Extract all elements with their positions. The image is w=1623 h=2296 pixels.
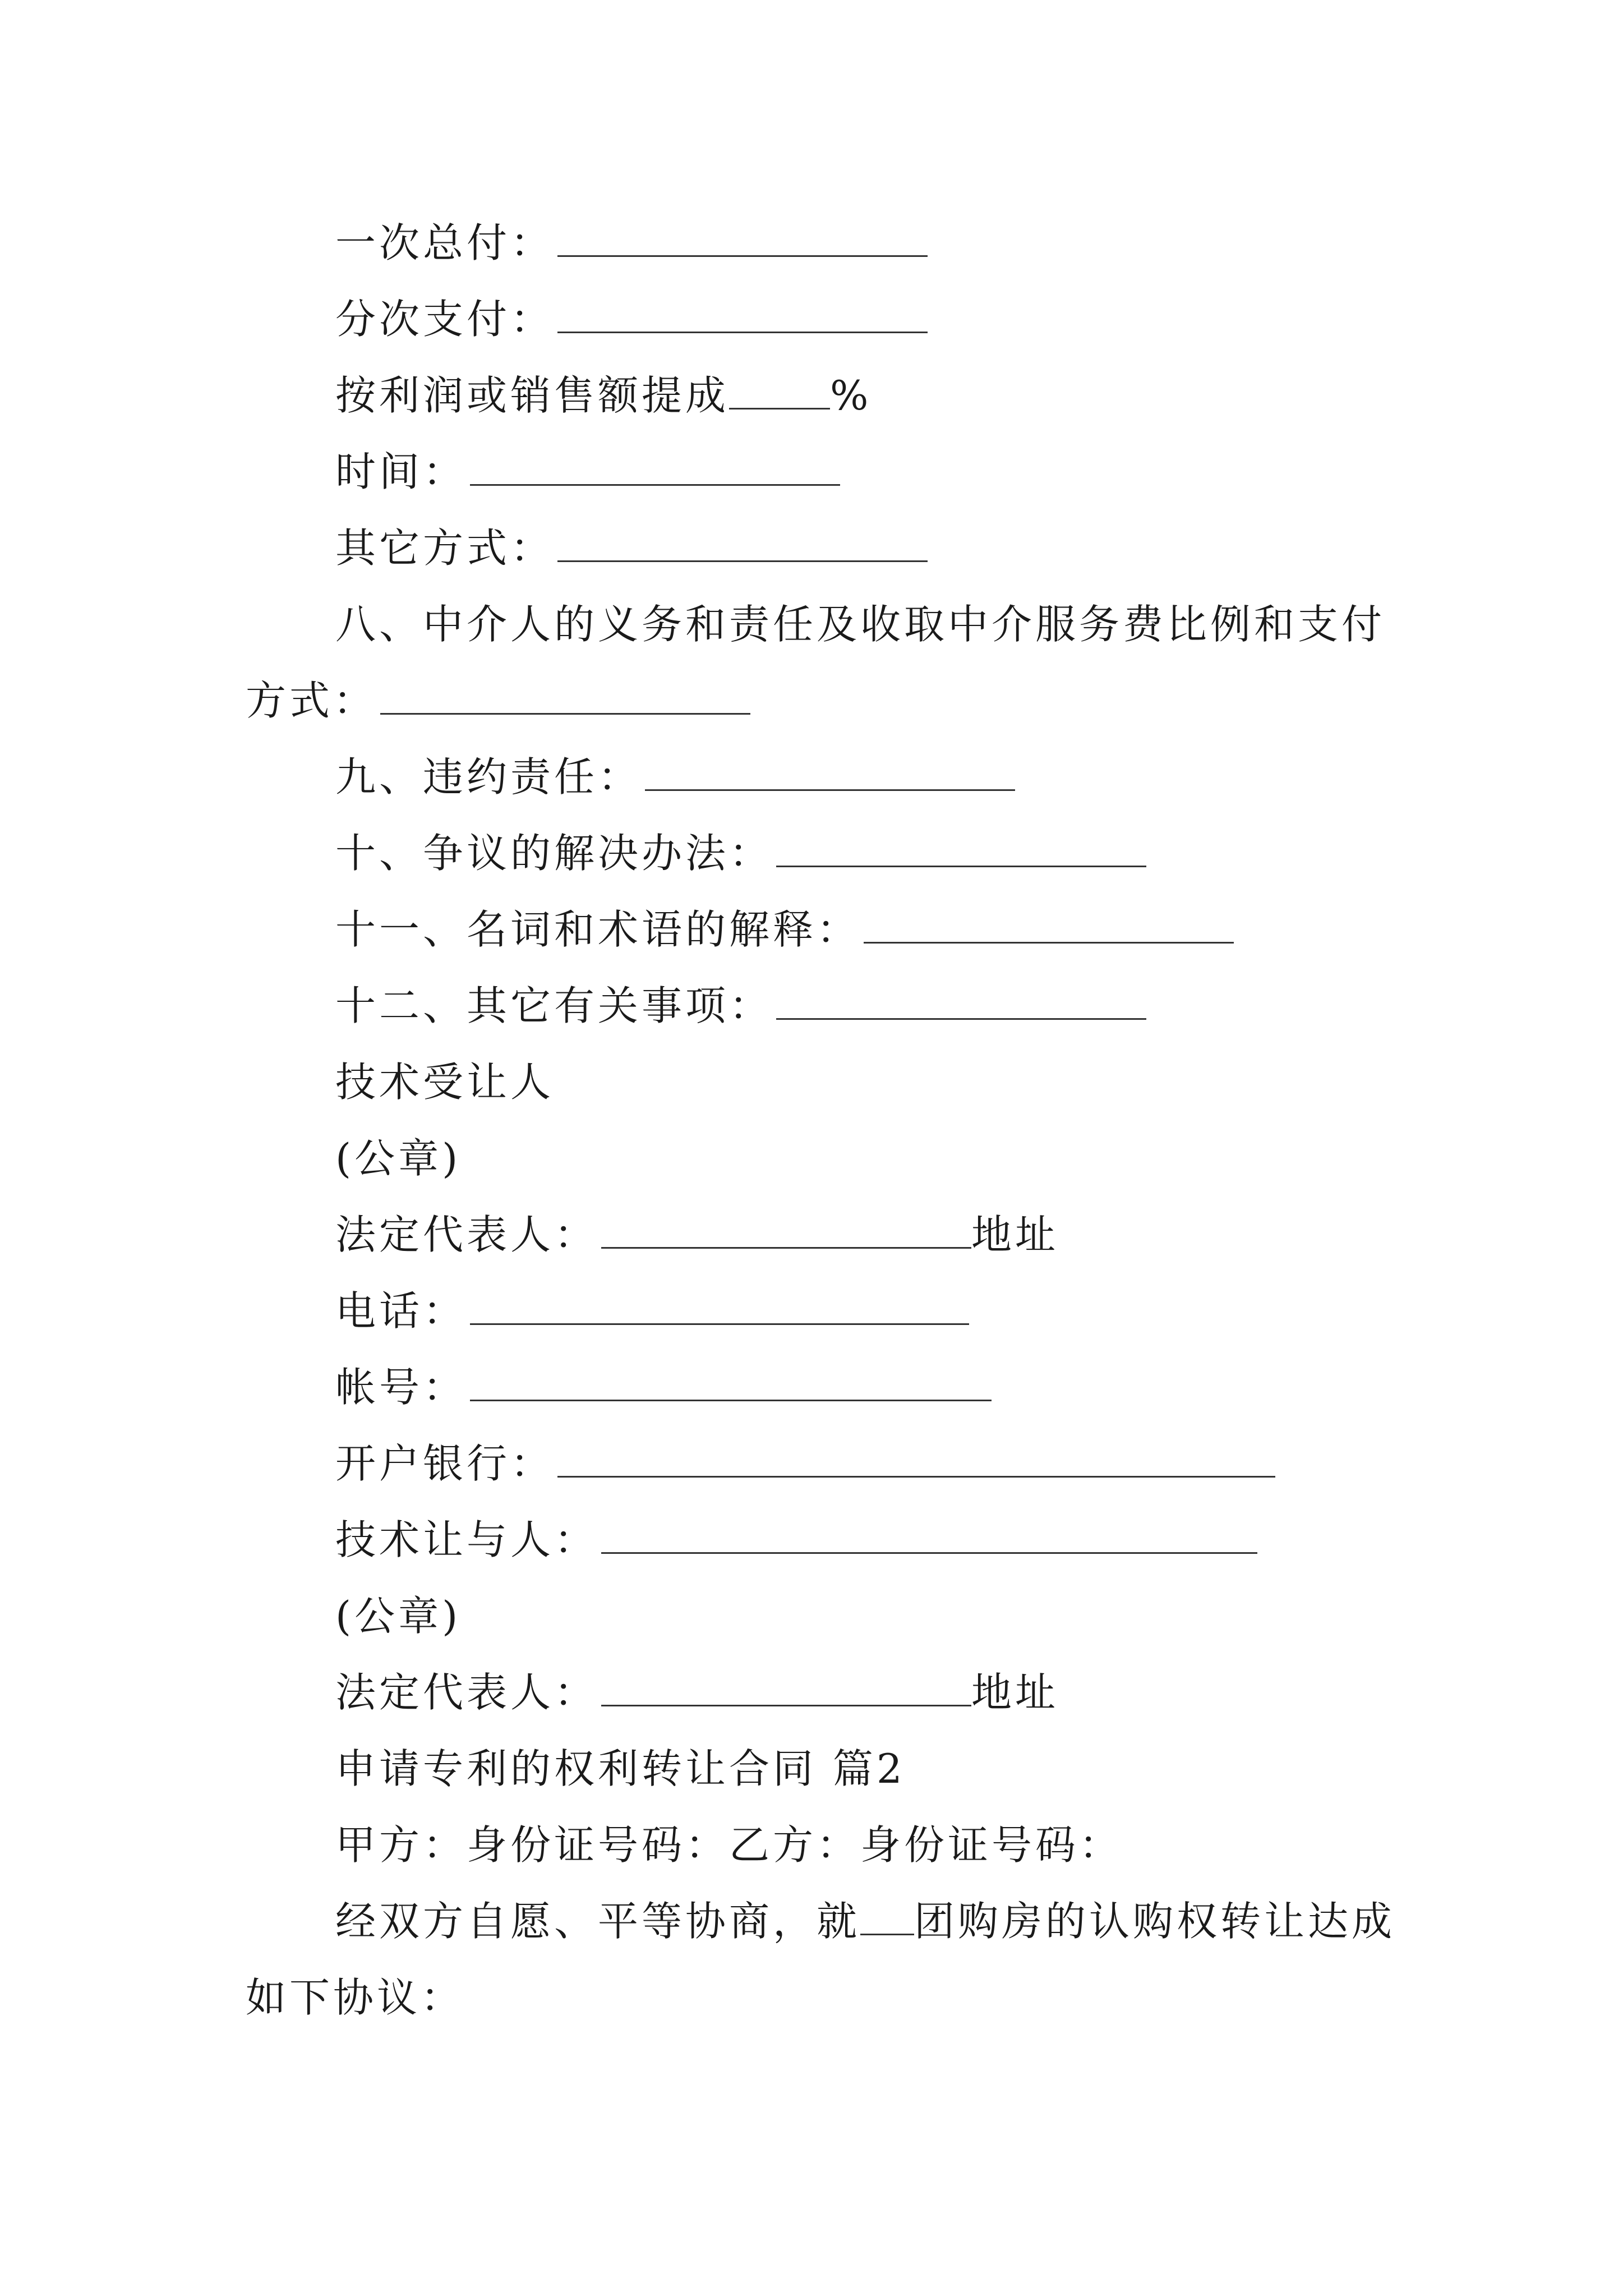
transferee-representative-label: 法定代表人： (335, 1211, 598, 1258)
commission-label: 按利润或销售额提成 (335, 372, 730, 419)
clause-12-label: 十二、其它有关事项： (335, 982, 773, 1029)
transferee-account-blank[interactable] (470, 1366, 992, 1401)
clause-10-blank[interactable] (776, 832, 1146, 867)
transferee-phone-blank[interactable] (470, 1290, 969, 1325)
clause-9-label: 九、违约责任： (335, 753, 642, 800)
transferee-heading (335, 1057, 554, 1107)
transferee-phone-line (335, 1286, 972, 1336)
agreement-intro-continuation (246, 1972, 464, 2023)
agreement-intro-prefix: 经双方自愿、平等协商，就 (335, 1898, 861, 1945)
agreement-intro-suffix: 团购房的认购权转让达成 (914, 1898, 1396, 1945)
project-name-blank[interactable] (860, 1900, 914, 1935)
transferee-phone-label: 电话： (335, 1287, 467, 1335)
transferee-seal-label: (公章) (335, 1135, 462, 1182)
other-method-blank[interactable] (557, 527, 928, 562)
installment-payment-label: 分次支付： (335, 296, 555, 343)
transferee-bank-blank[interactable] (557, 1442, 1275, 1478)
clause-9-line (335, 752, 1018, 802)
clause-12-line (335, 981, 1150, 1031)
installment-payment-line (335, 294, 931, 344)
percent-sign: % (830, 372, 872, 419)
transferee-bank-label: 开户银行： (335, 1440, 555, 1487)
section-2-title (335, 1743, 906, 1794)
clause-8-text: 八、中介人的义务和责任及收取中介服务费比例和支付 (335, 601, 1386, 648)
transferee-address-label: 地址 (971, 1211, 1059, 1258)
agreement-intro-end: 如下协议： (246, 1974, 465, 2021)
transferor-seal-line (335, 1591, 461, 1641)
clause-10-line (335, 828, 1150, 878)
commission-percent-blank[interactable] (729, 374, 830, 409)
lump-sum-payment-label: 一次总付： (335, 219, 555, 266)
transferor-representative-line (335, 1667, 1059, 1718)
transferee-account-line (335, 1362, 995, 1412)
transferor-representative-label: 法定代表人： (335, 1669, 598, 1716)
clause-8-method-blank[interactable] (380, 679, 750, 715)
transferor-line (335, 1515, 1261, 1565)
transferor-address-label: 地址 (971, 1669, 1059, 1716)
clause-11-label: 十一、名词和术语的解释： (335, 906, 861, 953)
clause-10-label: 十、争议的解决办法： (335, 830, 773, 877)
transferor-label: 技术让与人： (335, 1516, 598, 1563)
clause-8-continuation (246, 675, 754, 726)
transferee-seal-line (335, 1133, 461, 1184)
transferor-seal-label: (公章) (335, 1593, 462, 1640)
clause-9-blank[interactable] (645, 756, 1015, 791)
transferee-title: 技术受让人 (335, 1059, 555, 1106)
lump-sum-payment-blank[interactable] (557, 222, 928, 257)
other-method-label: 其它方式： (335, 524, 555, 572)
other-method-line (335, 523, 931, 573)
clause-11-line (335, 904, 1237, 955)
transferee-bank-line (335, 1438, 1279, 1489)
clause-8-heading (335, 599, 1385, 650)
time-blank[interactable] (470, 450, 840, 486)
transferee-representative-blank[interactable] (601, 1213, 971, 1249)
clause-11-blank[interactable] (864, 908, 1234, 944)
commission-line (335, 370, 872, 421)
transferee-account-label: 帐号： (335, 1364, 467, 1411)
installment-payment-blank[interactable] (557, 298, 928, 333)
transferor-blank[interactable] (601, 1519, 1257, 1554)
parties-id-line (335, 1820, 1123, 1870)
clause-8-method-label: 方式： (246, 677, 377, 724)
transferor-representative-blank[interactable] (601, 1671, 971, 1706)
agreement-intro-line (335, 1896, 1395, 1947)
parties-id-text: 甲方：身份证号码：乙方：身份证号码： (335, 1821, 1123, 1869)
time-label: 时间： (335, 448, 467, 495)
transferee-representative-line (335, 1209, 1059, 1260)
time-line (335, 447, 843, 497)
clause-12-blank[interactable] (776, 984, 1146, 1020)
section-2-title-text: 申请专利的权利转让合同 篇2 (335, 1745, 906, 1792)
lump-sum-payment-line (335, 218, 931, 268)
